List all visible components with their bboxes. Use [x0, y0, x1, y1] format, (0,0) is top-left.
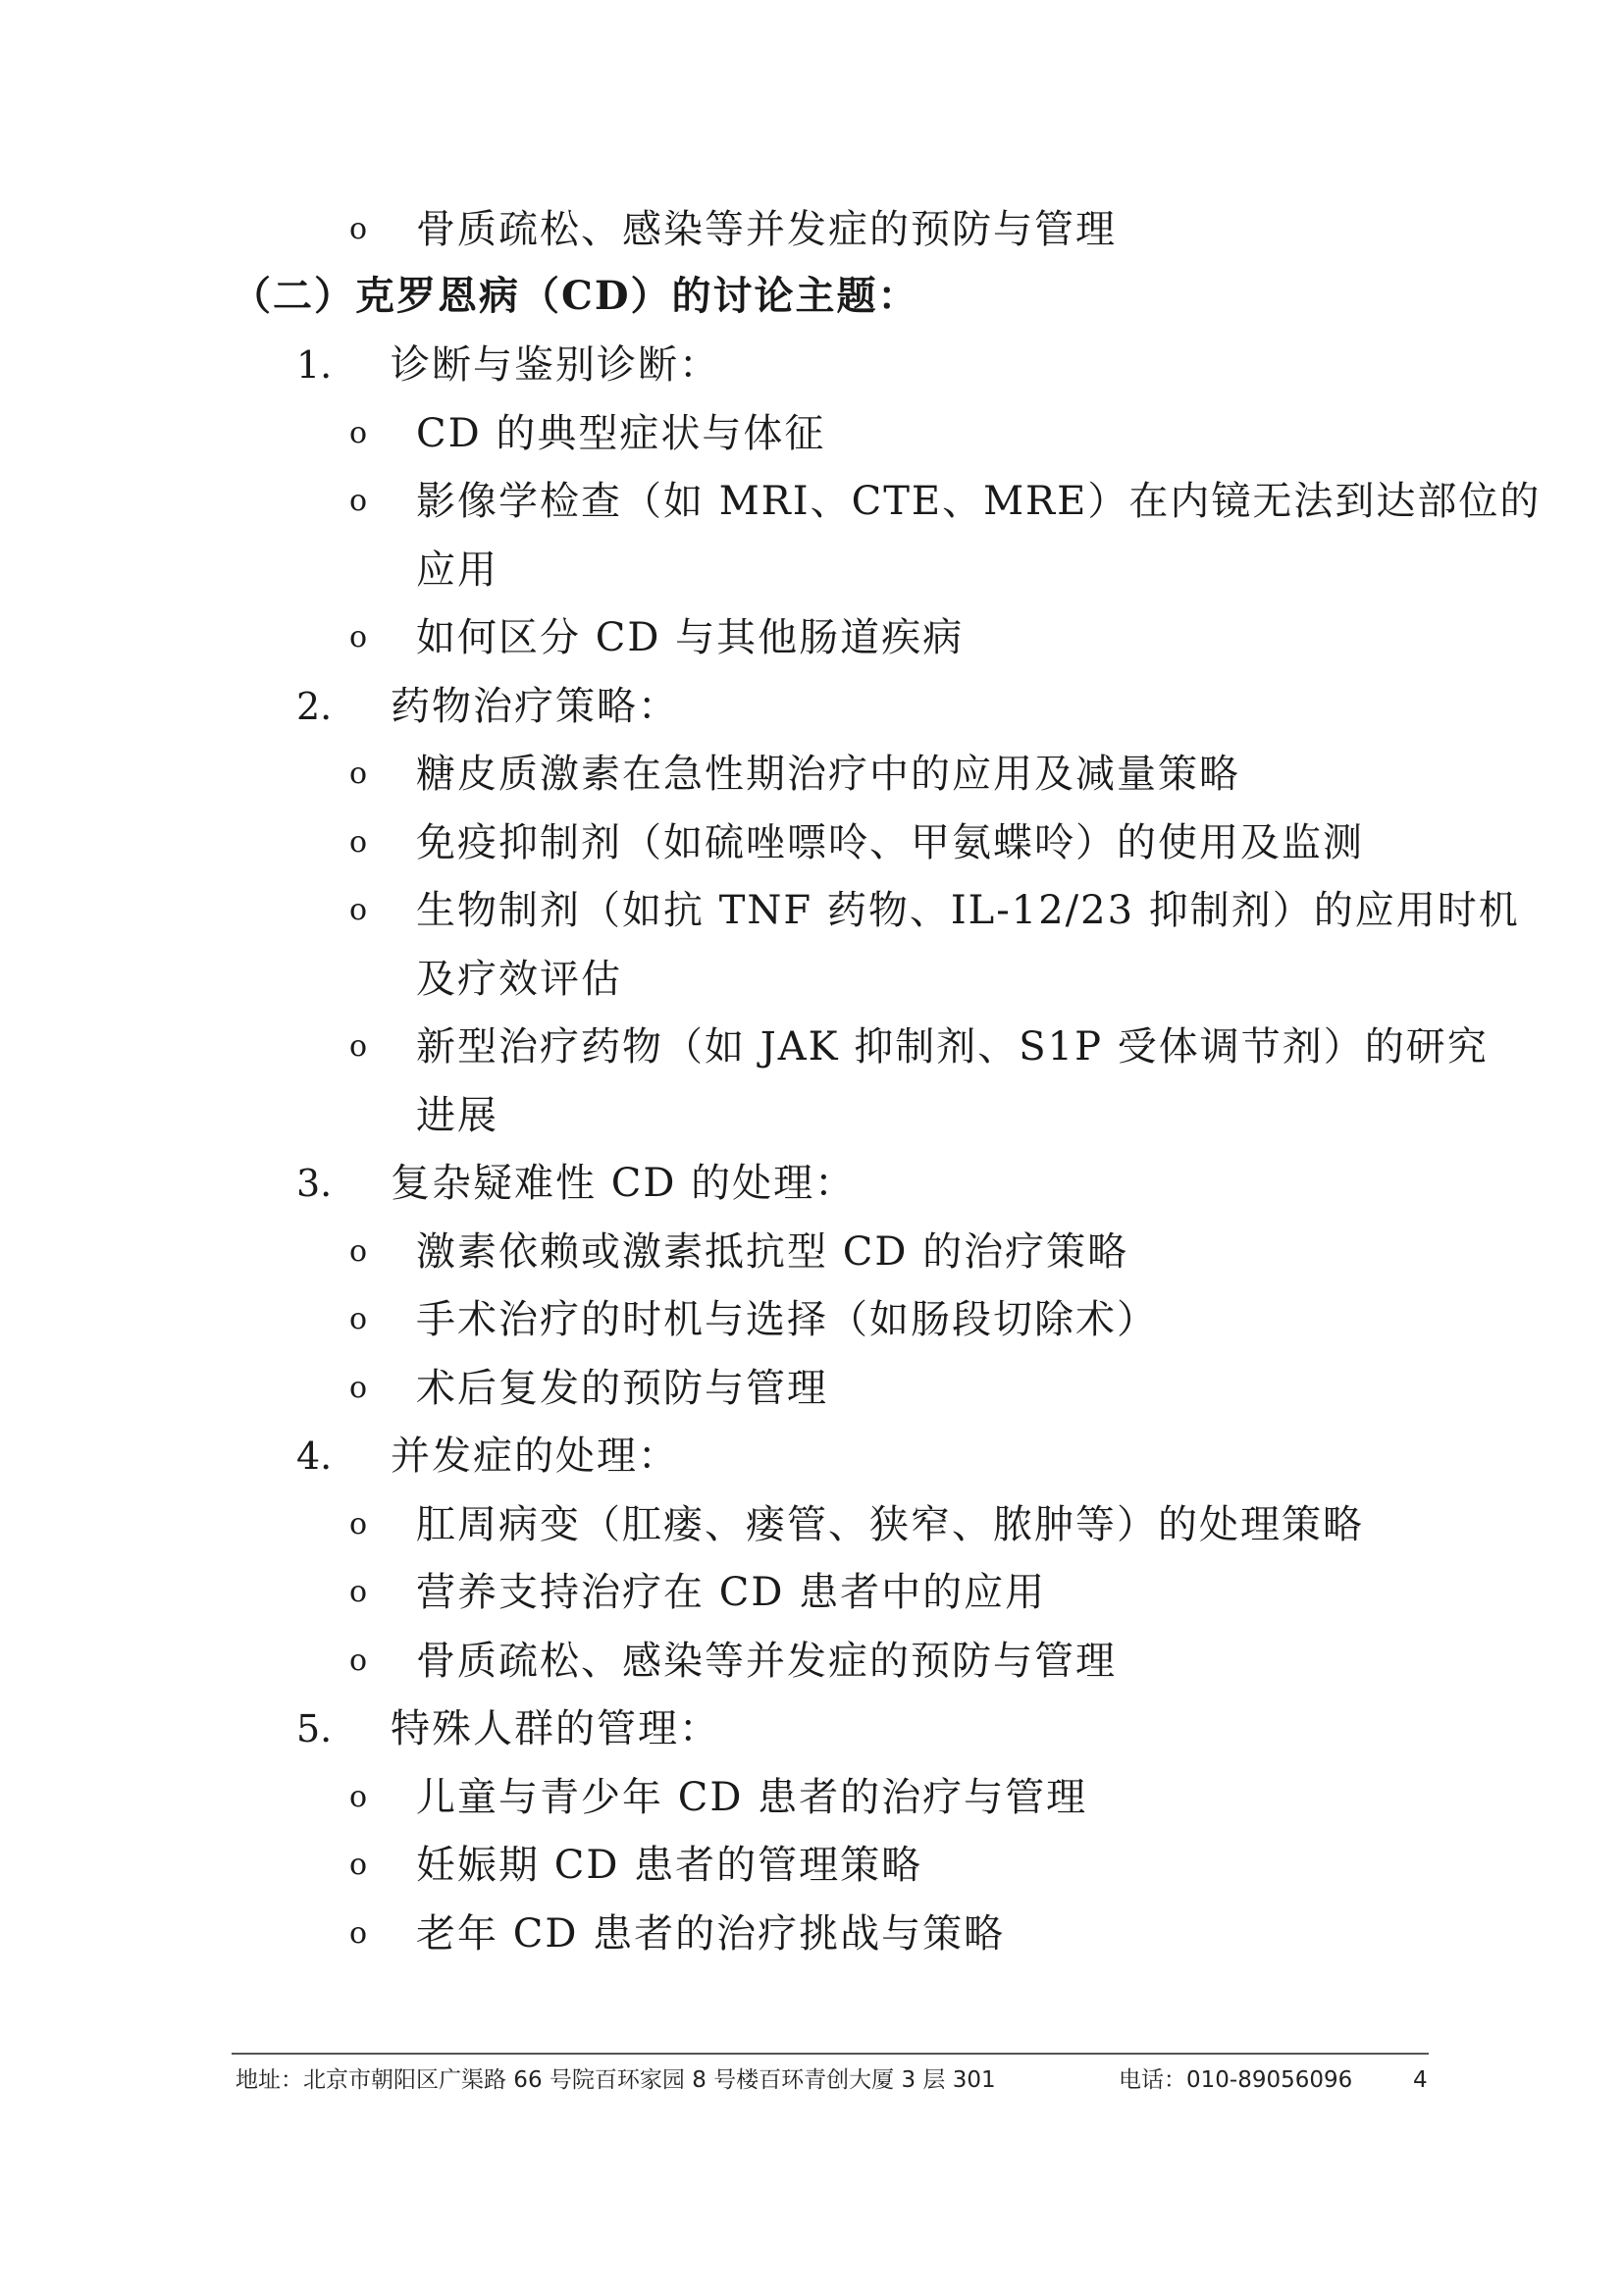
list-bullet: o: [349, 757, 368, 791]
group-title: 药物治疗策略：: [391, 683, 679, 729]
list-item: 应用: [416, 547, 498, 593]
footer-divider: [232, 2053, 1429, 2055]
list-bullet: o: [349, 1643, 368, 1678]
list-item: 营养支持治疗在 CD 患者中的应用: [416, 1570, 1047, 1615]
list-item: 影像学检查（如 MRI、CTE、MRE）在内镜无法到达部位的: [416, 479, 1542, 524]
list-item: 糖皮质激素在急性期治疗中的应用及减量策略: [416, 752, 1240, 797]
group-number: 2.: [296, 684, 333, 728]
list-bullet: o: [349, 1506, 368, 1541]
list-bullet: o: [349, 1370, 368, 1405]
list-item: 激素依赖或激素抵抗型 CD 的治疗策略: [416, 1228, 1129, 1275]
list-bullet: o: [349, 620, 368, 654]
list-item: 如何区分 CD 与其他肠道疾病: [416, 615, 965, 660]
list-bullet: o: [349, 1029, 368, 1064]
group-number: 3.: [296, 1162, 333, 1205]
list-bullet: o: [349, 415, 368, 450]
list-item: 儿童与青少年 CD 患者的治疗与管理: [416, 1774, 1088, 1820]
list-bullet: o: [349, 1915, 368, 1951]
section-heading: （二）克罗恩病（CD）的讨论主题：: [232, 273, 919, 319]
footer-phone: 电话：010-89056096: [1119, 2067, 1353, 2093]
group-number: 5.: [296, 1707, 333, 1750]
list-bullet: o: [349, 1233, 368, 1269]
list-bullet: o: [349, 484, 368, 518]
group-number: 4.: [296, 1435, 333, 1478]
group-title: 复杂疑难性 CD 的处理：: [391, 1161, 857, 1206]
list-bullet: o: [349, 1848, 368, 1882]
list-item: 骨质疏松、感染等并发症的预防与管理: [416, 1638, 1117, 1684]
group-title: 特殊人群的管理：: [391, 1706, 720, 1751]
list-item: 肛周病变（肛瘘、瘘管、狭窄、脓肿等）的处理策略: [416, 1501, 1364, 1547]
list-item: 免疫抑制剂（如硫唑嘌呤、甲氨蝶呤）的使用及监测: [416, 819, 1364, 865]
list-bullet: o: [349, 1575, 368, 1609]
list-item: 老年 CD 患者的治疗挑战与策略: [416, 1910, 1006, 1957]
list-item: 生物制剂（如抗 TNF 药物、IL-12/23 抑制剂）的应用时机: [416, 888, 1520, 933]
footer-address: 地址：北京市朝阳区广渠路 66 号院百环家园 8 号楼百环青创大厦 3 层 301: [236, 2067, 996, 2093]
group-number: 1.: [296, 343, 333, 387]
list-item: 新型治疗药物（如 JAK 抑制剂、S1P 受体调节剂）的研究: [416, 1024, 1489, 1070]
list-bullet: o: [349, 1779, 368, 1814]
list-bullet: o: [349, 893, 368, 927]
list-item: 骨质疏松、感染等并发症的预防与管理: [416, 207, 1117, 252]
list-bullet: o: [349, 212, 368, 246]
list-item: 妊娠期 CD 患者的管理策略: [416, 1843, 923, 1888]
list-bullet: o: [349, 824, 368, 860]
list-item: CD 的典型症状与体征: [416, 410, 826, 456]
list-item: 术后复发的预防与管理: [416, 1365, 828, 1411]
list-bullet: o: [349, 1302, 368, 1336]
list-item: 进展: [416, 1092, 498, 1138]
group-title: 诊断与鉴别诊断：: [391, 342, 720, 388]
list-item: 手术治疗的时机与选择（如肠段切除术）: [416, 1297, 1158, 1342]
group-title: 并发症的处理：: [391, 1434, 679, 1479]
list-item: 及疗效评估: [416, 956, 622, 1002]
page-number: 4: [1413, 2067, 1428, 2093]
